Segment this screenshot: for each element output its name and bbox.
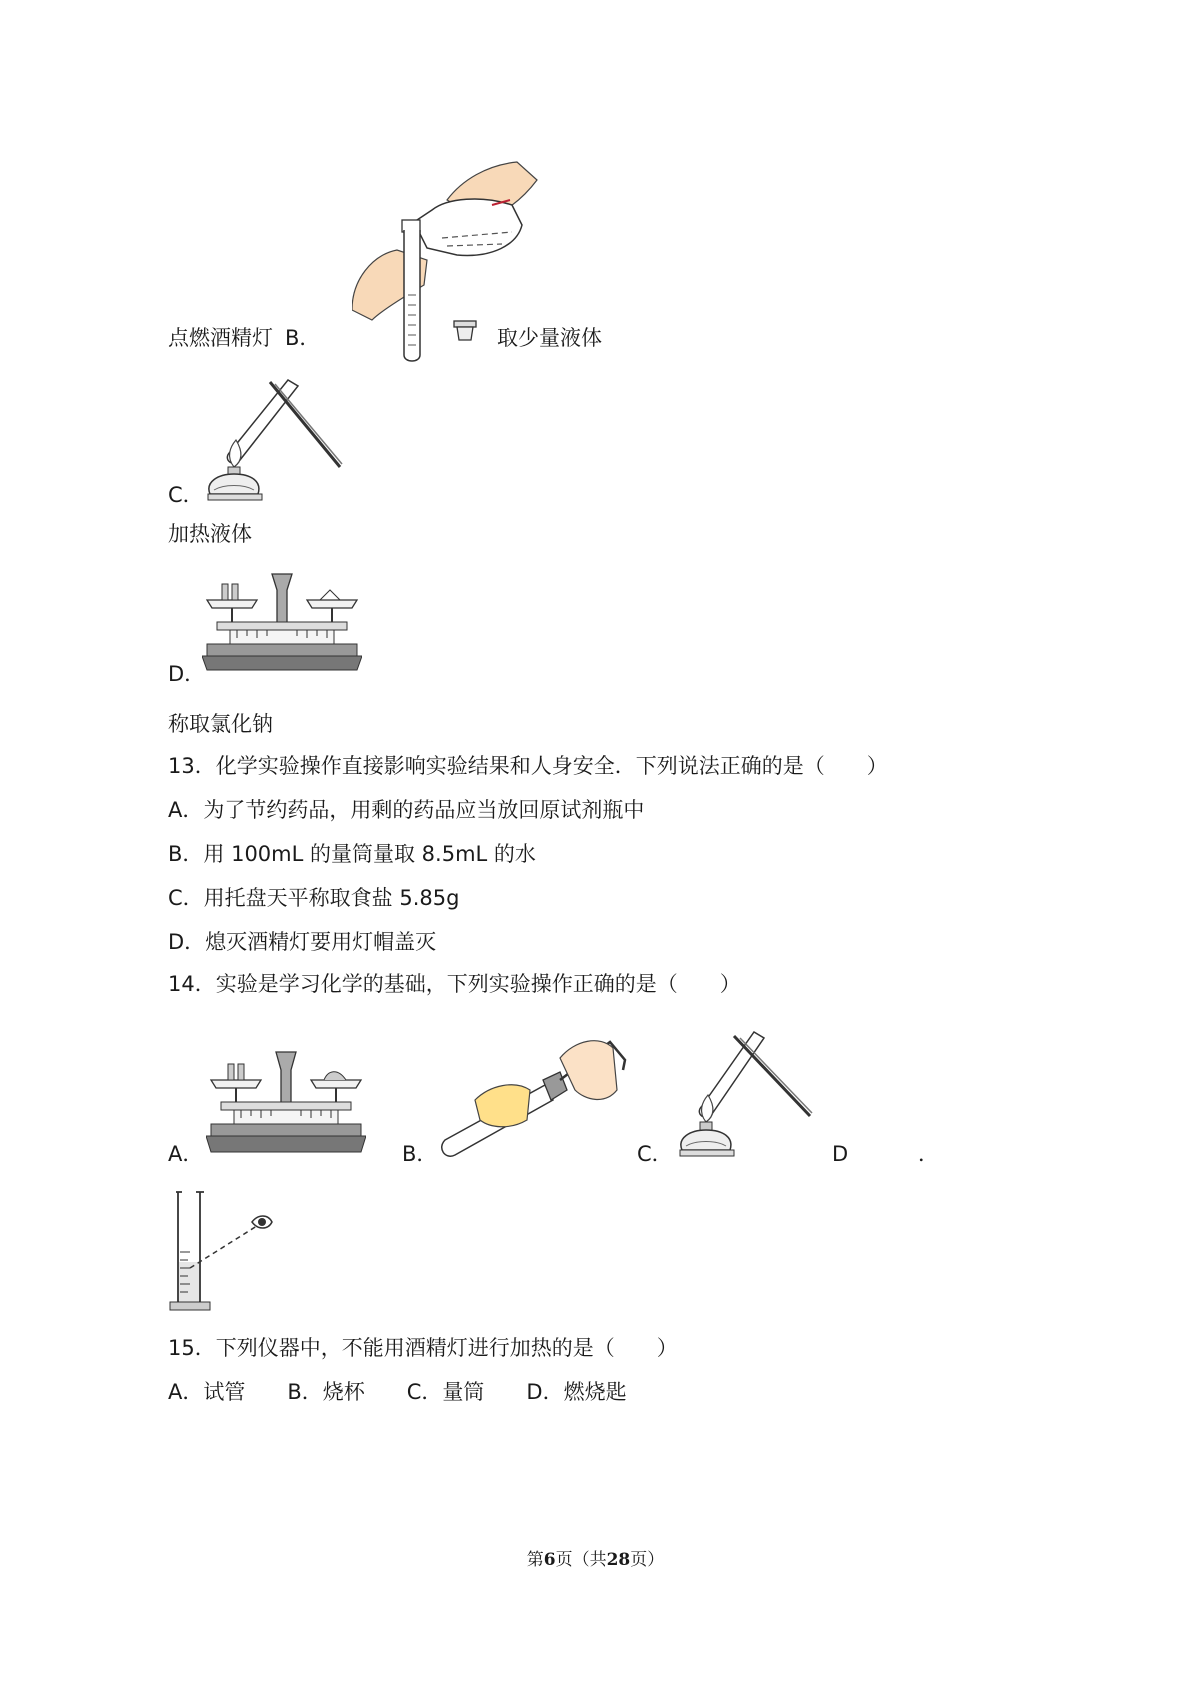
q14-option-d-dot: ． (918, 1142, 939, 1166)
figure-balance-d (202, 572, 362, 677)
bottle-stopper-icon (452, 318, 478, 344)
page-footer (0, 1545, 1191, 1570)
footer-page-number: 6 (543, 1550, 556, 1570)
q15-stem: 15．下列仪器中，不能用酒精灯进行加热的是（ ） (168, 1336, 678, 1360)
q13-option-a: A．为了节约药品，用剩的药品应当放回原试剂瓶中 (168, 798, 645, 822)
q12-option-d-label: D． (168, 662, 206, 686)
footer-total-pages: 28 (606, 1550, 631, 1570)
figure-heating-tube (672, 1024, 817, 1164)
figure-heating-liquid (200, 372, 345, 504)
figure-cylinder-reading (168, 1190, 278, 1315)
q14-option-c-label: C． (637, 1142, 673, 1166)
footer-prefix: 第 (526, 1550, 544, 1570)
q12-option-b-text: 取少量液体 (497, 326, 602, 350)
q13-option-c: C．用托盘天平称取食盐 5.85g (168, 886, 460, 910)
q12-option-d-text: 称取氯化钠 (168, 712, 273, 736)
figure-balance-a (206, 1050, 366, 1158)
q13-stem: 13．化学实验操作直接影响实验结果和人身安全．下列说法正确的是（ ） (168, 754, 888, 778)
q12-option-a-text: 点燃酒精灯 (168, 326, 273, 350)
q14-stem: 14．实验是学习化学的基础，下列实验操作正确的是（ ） (168, 972, 741, 996)
q13-option-d: D．熄灭酒精灯要用灯帽盖灭 (168, 930, 437, 954)
q12-option-b-label: B． (285, 326, 321, 350)
q13-option-b: B．用 100mL 的量筒量取 8.5mL 的水 (168, 842, 536, 866)
q14-option-a-label: A． (168, 1142, 204, 1166)
footer-suffix: 页） (630, 1550, 665, 1570)
q14-option-d-label: D (832, 1142, 849, 1166)
q12-option-c-label: C． (168, 483, 204, 507)
footer-middle: 页（共 (555, 1550, 607, 1570)
q12-option-c-text: 加热液体 (168, 522, 252, 546)
figure-insert-tube (435, 1030, 630, 1160)
q14-option-b-label: B． (402, 1142, 438, 1166)
q15-options: A．试管 B．烧杯 C．量筒 D．燃烧匙 (168, 1380, 627, 1404)
